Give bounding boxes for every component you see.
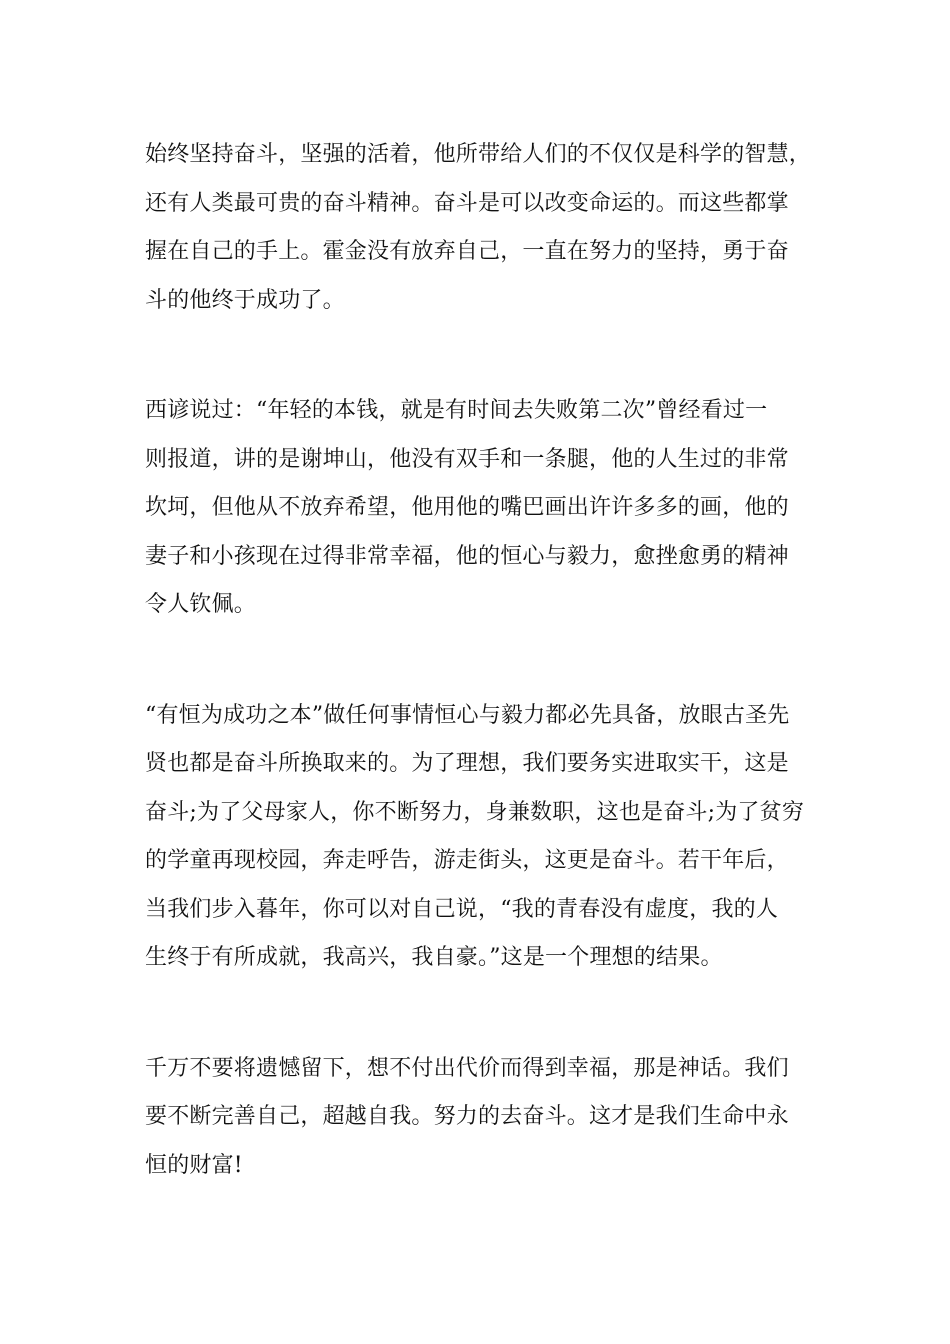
text-line: 当我们步入暮年，你可以对自己说，“我的青春没有虚度，我的人 bbox=[145, 896, 779, 922]
text-line: 贤也都是奋斗所换取来的。为了理想，我们要务实进取实干，这是 bbox=[145, 751, 789, 776]
paragraph-spacer bbox=[145, 630, 810, 692]
text-line: 令人钦佩。 bbox=[145, 592, 257, 617]
text-line: “有恒为成功之本”做任何事情恒心与毅力都必先具备，放眼古圣先 bbox=[145, 702, 790, 728]
text-line: 始终坚持奋斗，坚强的活着，他所带给人们的不仅仅是科学的智慧， bbox=[145, 142, 812, 167]
text-line: 还有人类最可贵的奋斗精神。奋斗是可以改变命运的。而这些都掌 bbox=[145, 190, 789, 216]
paragraph-2 bbox=[145, 387, 810, 630]
text-line: 则报道，讲的是谢坤山，他没有双手和一条腿，他的人生过的非常 bbox=[145, 446, 789, 472]
paragraph-3 bbox=[145, 692, 810, 983]
text-line: 握在自己的手上。霍金没有放弃自己，一直在努力的坚持，勇于奋 bbox=[145, 239, 789, 264]
text-line: 坎坷，但他从不放弃希望，他用他的嘴巴画出许许多多的画，他的 bbox=[145, 495, 789, 520]
paragraph-4 bbox=[145, 1045, 810, 1191]
paragraph-1 bbox=[145, 131, 810, 325]
text-line: 西谚说过：“年轻的本钱，就是有时间去失败第二次”曾经看过一 bbox=[145, 398, 768, 423]
text-line: 奋斗;为了父母家人，你不断努力，身兼数职，这也是奋斗;为了贫穷 bbox=[145, 799, 805, 825]
paragraph-spacer bbox=[145, 983, 810, 1045]
document-body bbox=[145, 131, 810, 1190]
text-line: 斗的他终于成功了。 bbox=[145, 287, 345, 313]
text-line: 千万不要将遗憾留下，想不付出代价而得到幸福，那是神话。我们 bbox=[145, 1055, 789, 1081]
text-line: 要不断完善自己，超越自我。努力的去奋斗。这才是我们生命中永 bbox=[145, 1104, 789, 1129]
text-line: 妻子和小孩现在过得非常幸福，他的恒心与毅力，愈挫愈勇的精神 bbox=[145, 543, 789, 569]
text-line: 生终于有所成就，我高兴，我自豪。”这是一个理想的结果。 bbox=[145, 945, 723, 970]
text-line: 的学童再现校园，奔走呼告，游走街头，这更是奋斗。若干年后， bbox=[145, 848, 789, 873]
text-line: 恒的财富! bbox=[145, 1152, 243, 1178]
paragraph-spacer bbox=[145, 325, 810, 387]
